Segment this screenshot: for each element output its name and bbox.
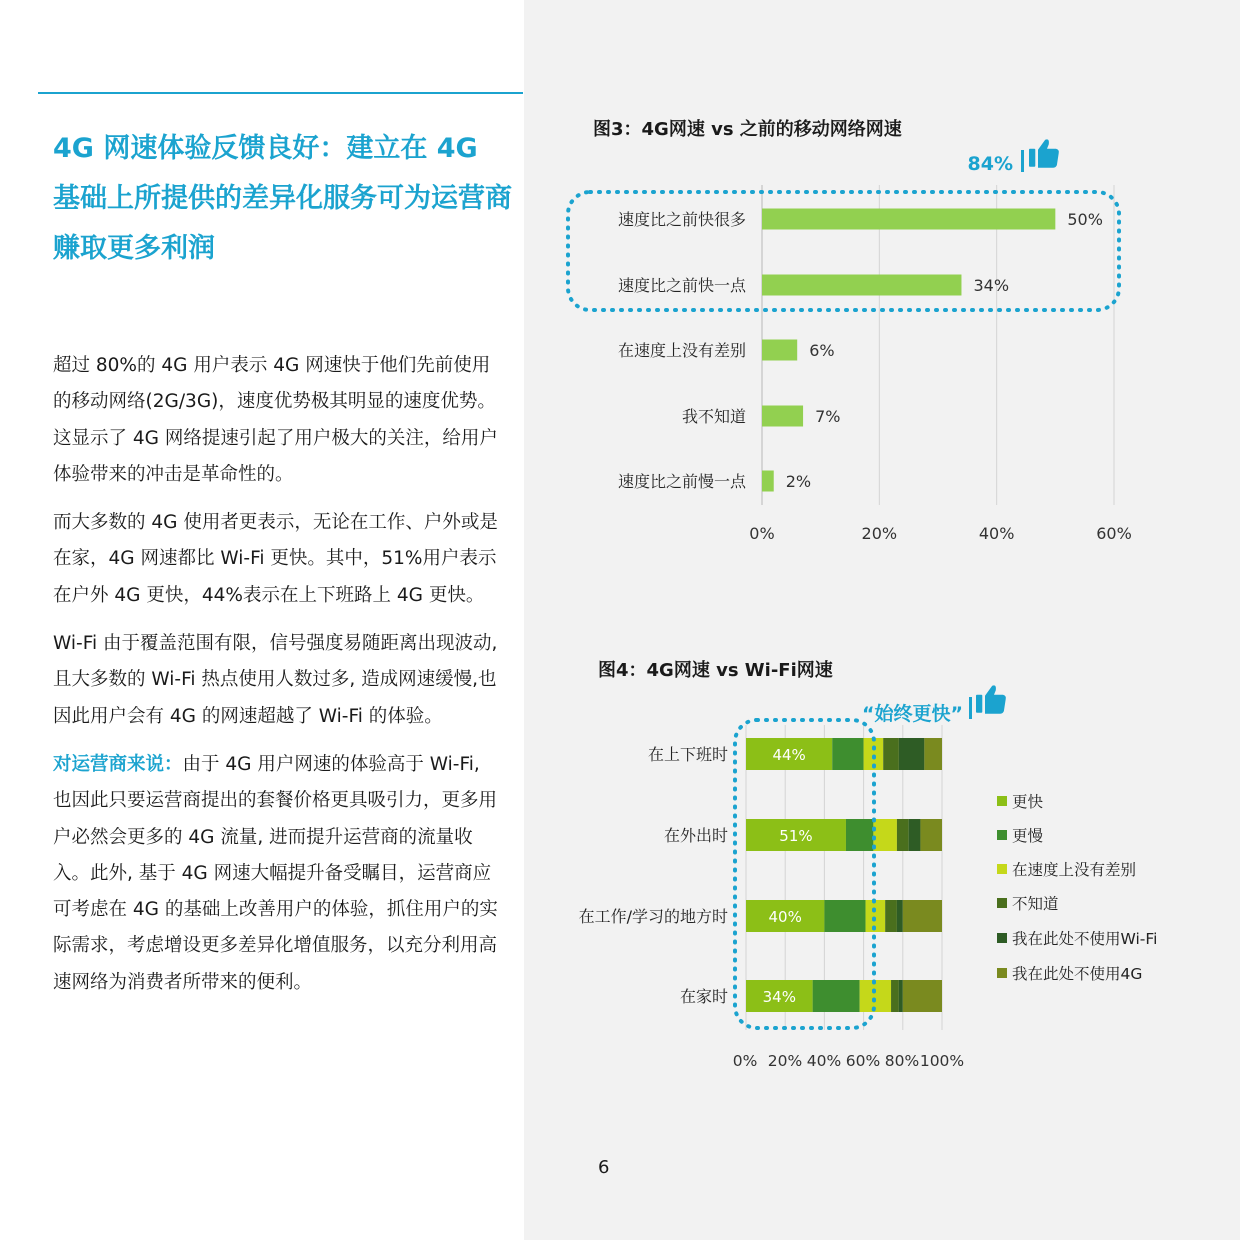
x-tick-label: 40% bbox=[978, 524, 1015, 543]
x-tick-label: 100% bbox=[919, 1052, 965, 1070]
x-tick-label: 80% bbox=[884, 1052, 920, 1070]
data-label: 7% bbox=[815, 407, 841, 426]
data-label: 2% bbox=[785, 472, 812, 491]
category-label: 速度比之前慢一点 bbox=[617, 472, 746, 491]
x-tick-label: 0% bbox=[732, 1052, 758, 1070]
legend-swatch bbox=[997, 830, 1007, 840]
stacked-segment bbox=[899, 980, 903, 1012]
x-tick-label: 20% bbox=[861, 524, 898, 543]
category-label: 速度比之前快很多 bbox=[617, 210, 746, 229]
legend-swatch bbox=[997, 796, 1007, 806]
stacked-segment bbox=[885, 900, 897, 932]
stacked-segment bbox=[897, 900, 903, 932]
category-label: 速度比之前快一点 bbox=[617, 276, 746, 295]
category-label: 在速度上没有差别 bbox=[617, 341, 746, 360]
callout-bracket bbox=[1021, 150, 1024, 172]
x-tick-label: 60% bbox=[1096, 524, 1132, 543]
category-label: 在家时 bbox=[679, 987, 728, 1006]
stacked-segment bbox=[891, 980, 899, 1012]
stacked-segment bbox=[903, 980, 942, 1012]
data-label: 34% bbox=[973, 276, 1010, 295]
thumbs-up-icon bbox=[1029, 139, 1059, 167]
figure-4-title: 图4：4G网速 vs Wi-Fi网速 bbox=[598, 660, 833, 681]
x-tick-label: 20% bbox=[767, 1052, 803, 1070]
inbar-label: 51% bbox=[779, 827, 813, 845]
x-tick-label: 40% bbox=[806, 1052, 842, 1070]
callout-label: “始终更快” bbox=[862, 703, 963, 725]
stacked-segment bbox=[897, 819, 909, 851]
stacked-segment bbox=[813, 980, 860, 1012]
operator-lead: 对运营商来说： bbox=[53, 753, 183, 775]
paragraph: Wi-Fi 由于覆盖范围有限，信号强度易随距离出现波动, 且大多数的 Wi-Fi 热点使用人数过多, 造成网速缓慢,也因此用户会有 4G 的网速超越了 Wi-Fi 的体验。 bbox=[53, 633, 498, 727]
x-tick-label: 0% bbox=[749, 524, 775, 543]
stacked-segment bbox=[846, 819, 873, 851]
page-number: 6 bbox=[598, 1157, 610, 1178]
callout-label: 84% bbox=[967, 153, 1013, 175]
stacked-segment bbox=[860, 980, 891, 1012]
legend-label: 更慢 bbox=[1012, 827, 1044, 845]
category-label: 在上下班时 bbox=[647, 745, 728, 764]
legend-label: 我在此处不使用Wi-Fi bbox=[1012, 930, 1158, 948]
stacked-segment bbox=[909, 819, 921, 851]
legend-label: 我在此处不使用4G bbox=[1012, 965, 1143, 983]
stacked-segment bbox=[883, 738, 899, 770]
data-label: 50% bbox=[1067, 210, 1103, 229]
inbar-label: 34% bbox=[762, 988, 796, 1006]
stacked-segment bbox=[899, 738, 924, 770]
x-tick-label: 60% bbox=[845, 1052, 881, 1070]
figure-3-title: 图3：4G网速 vs 之前的移动网络网速 bbox=[593, 119, 902, 140]
legend-label: 不知道 bbox=[1012, 895, 1059, 913]
stacked-segment bbox=[920, 819, 942, 851]
legend-swatch bbox=[997, 933, 1007, 943]
legend-label: 更快 bbox=[1012, 793, 1044, 811]
bar bbox=[762, 471, 774, 492]
callout-bracket bbox=[969, 697, 972, 719]
paragraph: 而大多数的 4G 使用者更表示，无论在工作、户外或是在家，4G 网速都比 Wi-Fi 更快。其中，51%用户表示在户外 4G 更快，44%表示在上下班路上 4G 更快。 bbox=[53, 512, 498, 606]
paragraph: 超过 80%的 4G 用户表示 4G 网速快于他们先前使用的移动网络(2G/3G)，速度优势极其明显的速度优势。 这显示了 4G 网络提速引起了用户极大的关注，给用户体验带来的冲击是革命性的。 bbox=[53, 355, 498, 485]
category-label: 在工作/学习的地方时 bbox=[578, 907, 728, 926]
bar bbox=[762, 406, 803, 427]
category-label: 我不知道 bbox=[681, 407, 746, 426]
stacked-segment bbox=[824, 900, 865, 932]
legend-swatch bbox=[997, 898, 1007, 908]
operator-text: 由于 4G 用户网速的体验高于 Wi-Fi, 也因此只要运营商提出的套餐价格更具吸引力，更多用户必然会更多的 4G 流量, 进而提升运营商的流量收入。此外, 基于 4G 网速大幅提升备受瞩目，运营商应可考虑在 4G 的基础上改善用户的体验，抓住用户的实际需求，考虑增设更多差异化增值服务，以充分利用高速网络为消费者所带来的便利。 bbox=[53, 753, 498, 993]
category-label: 在外出时 bbox=[663, 826, 728, 845]
stacked-segment bbox=[832, 738, 863, 770]
bar bbox=[762, 275, 961, 296]
legend-swatch bbox=[997, 968, 1007, 978]
page-headline: 4G 网速体验反馈良好：建立在 4G 基础上所提供的差异化服务可为运营商赚取更多利润 bbox=[53, 133, 512, 264]
data-label: 6% bbox=[809, 341, 835, 360]
bar bbox=[762, 209, 1055, 230]
legend-label: 在速度上没有差别 bbox=[1012, 861, 1137, 879]
thumbs-up-icon bbox=[976, 685, 1006, 713]
inbar-label: 44% bbox=[772, 746, 806, 764]
stacked-segment bbox=[924, 738, 942, 770]
inbar-label: 40% bbox=[768, 908, 802, 926]
legend-swatch bbox=[997, 864, 1007, 874]
stacked-segment bbox=[873, 819, 897, 851]
bar bbox=[762, 340, 797, 361]
stacked-segment bbox=[903, 900, 942, 932]
